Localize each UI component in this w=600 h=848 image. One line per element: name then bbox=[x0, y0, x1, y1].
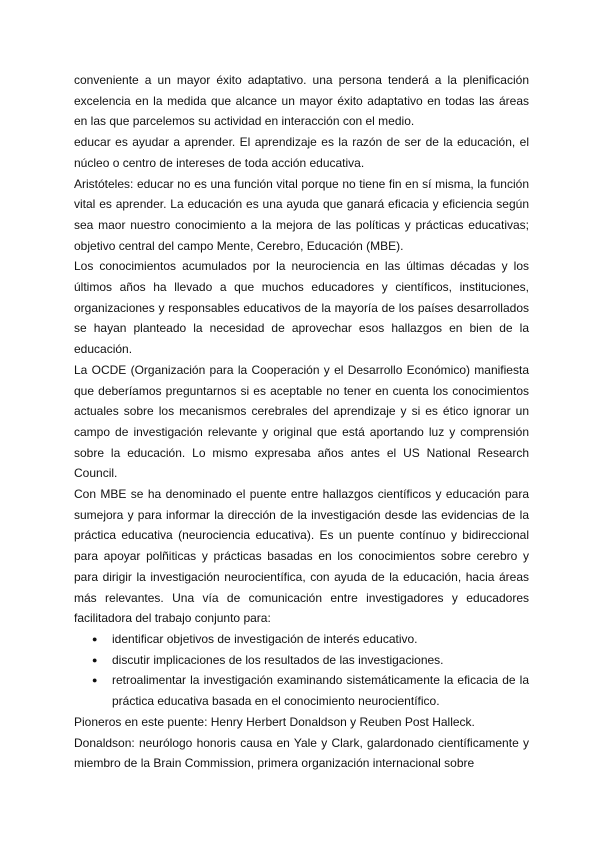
paragraph-adaptive-success: conveniente a un mayor éxito adaptativo. una persona tenderá a la plenificación excelencia en la medida que alcance un mayor éxito adaptativo en todas las áreas en las que parcelemos su actividad en interacción con el medio. bbox=[74, 73, 529, 129]
bullet-item-identificar: ● identificar objetivos de investigación de interés educativo. bbox=[112, 629, 529, 650]
paragraph-mbe-bridge: Con MBE se ha denominado el puente entre hallazgos científicos y educación para sumejora y para informar la dirección de la investigación desde las evidencias de la práctica educativa (neurociencia educativa). Es un puente contínuo y bidireccional para apoyar polñiticas y prácticas basadas en los conocimientos sobre cerebro y para dirigir la investigación neurocientífica, con ayuda de la educación, hacia áreas más relevantes. Una vía de comunicación entre investigadores y educadores facilitadora del trabajo conjunto para: bbox=[74, 487, 529, 626]
bullet-item-discutir: ● discutir implicaciones de los resultados de las investigaciones. bbox=[112, 650, 529, 671]
bullet-item-retroalimentar: ● retroalimentar la investigación examinando sistemáticamente la eficacia de la práctica educativa basada en el conocimiento neurocientífico. bbox=[112, 670, 529, 711]
paragraph-educar-definition: educar es ayudar a aprender. El aprendizaje es la razón de ser de la educación, el núcleo o centro de intereses de toda acción educativa. bbox=[74, 135, 529, 170]
paragraph-aristoteles: Aristóteles: educar no es una función vital porque no tiene fin en sí misma, la función vital es aprender. La educación es una ayuda que ganará eficacia y eficiencia según sea maor nuestro conocimiento a la mejora de las políticas y prácticas educativas; objetivo central del campo Mente, Cerebro, Educación (MBE). bbox=[74, 176, 529, 253]
paragraph-ocde: La OCDE (Organización para la Cooperación y el Desarrollo Económico) manifiesta que deberíamos preguntarnos si es aceptable no tener en cuenta los conocimientos actuales sobre los mecanismos cerebrales del aprendizaje y si es ético ignorar un campo de investigación relevante y original que está aportando luz y comprensión sobre la educación. Lo mismo expresaba años antes el US National Research Council. bbox=[74, 362, 529, 481]
bullet-list bbox=[74, 629, 529, 712]
document-page bbox=[74, 70, 529, 774]
paragraph-pioneros: Pioneros en este puente: Henry Herbert Donaldson y Reuben Post Halleck. bbox=[74, 714, 475, 729]
paragraph-neuroscience-knowledge: Los conocimientos acumulados por la neurociencia en las últimas décadas y los últimos años ha llevado a que muchos educadores y científicos, instituciones, organizaciones y responsables educativos de la mayoría de los países desarrollados se hayan planteado la necesidad de aprovechar esos hallazgos en bien de la educación. bbox=[74, 259, 529, 357]
paragraph-donaldson: Donaldson: neurólogo honoris causa en Yale y Clark, galardonado científicamente y miembro de la Brain Commission, primera organización internacional sobre bbox=[74, 735, 529, 771]
